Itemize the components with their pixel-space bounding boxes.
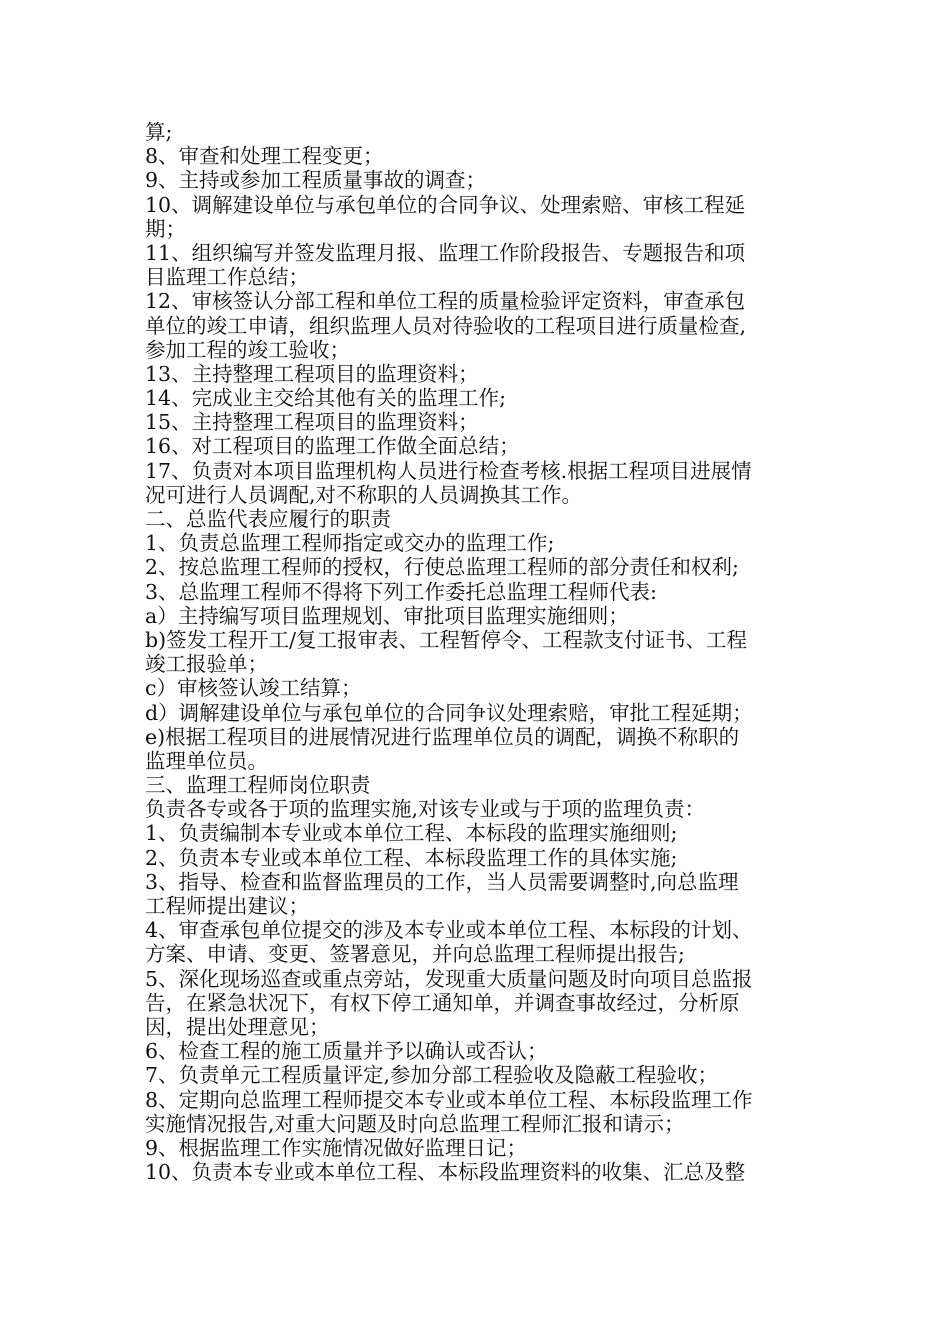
document-body — [145, 120, 810, 1184]
text-line: 11、组织编写并签发监理月报、监理工作阶段报告、专题报告和项 — [145, 240, 746, 265]
text-line: 单位的竣工申请，组织监理人员对待验收的工程项目进行质量检查, — [145, 313, 747, 338]
text-line: 负责各专或各于项的监理实施,对该专业或与于项的监理负责： — [145, 797, 706, 822]
text-line: 16、对工程项目的监理工作做全面总结； — [145, 434, 520, 459]
text-line: 7、负责单元工程质量评定,参加分部工程验收及隐蔽工程验收； — [145, 1063, 719, 1088]
text-line: 告，在紧急状况下，有权下停工通知单，并调查事故经过，分析原 — [145, 990, 740, 1015]
text-line: 2、负责本专业或本单位工程、本标段监理工作的具体实施; — [145, 845, 678, 870]
text-line: b)签发工程开工/复工报审表、工程暂停令、工程款支付证书、工程 — [145, 627, 748, 652]
section-heading: 二、总监代表应履行的职责 — [145, 507, 391, 531]
text-line: 4、审查承包单位提交的涉及本专业或本单位工程、本标段的计划、 — [145, 918, 753, 943]
text-line: 因，提出处理意见； — [145, 1014, 330, 1039]
text-line: 目监理工作总结； — [145, 265, 309, 290]
text-line: a）主持编写项目监理规划、审批项目监理实施细则； — [145, 603, 629, 628]
text-line: 10、负责本专业或本单位工程、本标段监理资料的收集、汇总及整 — [145, 1160, 746, 1185]
text-line: 3、指导、检查和监督监理员的工作，当人员需要调整时,向总监理 — [145, 869, 739, 894]
text-line: 14、完成业主交给其他有关的监理工作; — [145, 386, 506, 411]
text-line: 3、总监理工程师不得将下列工作委托总监理工程师代表: — [145, 579, 657, 604]
text-line: c）审核签认竣工结算； — [145, 676, 362, 701]
text-line: 竣工报验单； — [145, 652, 268, 677]
section-heading: 三、监理工程师岗位职责 — [145, 773, 371, 798]
text-line: 1、负责编制本专业或本单位工程、本标段的监理实施细则; — [145, 821, 678, 846]
text-line: 9、主持或参加工程质量事故的调查； — [145, 168, 487, 193]
text-line: 6、检查工程的施工质量并予以确认或否认； — [145, 1039, 548, 1064]
text-line: e)根据工程项目的进展情况进行监理单位员的调配，调换不称职的 — [145, 724, 740, 749]
text-line: 期； — [145, 216, 186, 241]
text-line: 实施情况报告,对重大问题及时向总监理工程师汇报和请示； — [145, 1111, 685, 1136]
text-line: 12、审核签认分部工程和单位工程的质量检验评定资料，审查承包 — [145, 289, 746, 314]
text-line: 方案、申请、变更、签署意见，并向总监理工程师提出报告; — [145, 942, 685, 967]
text-line: 况可进行人员调配,对不称职的人员调换其工作。 — [145, 482, 583, 507]
text-line: 13、主持整理工程项目的监理资料； — [145, 361, 479, 386]
text-line: 算; — [145, 120, 173, 144]
text-line: 5、深化现场巡查或重点旁站，发现重大质量问题及时向项目总监报 — [145, 966, 753, 991]
text-line: 8、审查和处理工程变更； — [145, 144, 384, 169]
text-line: 9、根据监理工作实施情况做好监理日记； — [145, 1135, 528, 1160]
text-line: 1、负责总监理工程师指定或交办的监理工作; — [145, 531, 555, 556]
text-line: 参加工程的竣工验收； — [145, 337, 350, 362]
text-line: 2、按总监理工程师的授权，行使总监理工程师的部分责任和权利; — [145, 555, 739, 580]
text-line: 10、调解建设单位与承包单位的合同争议、处理索赔、审核工程延 — [145, 192, 746, 217]
text-line: 工程师提出建议； — [145, 894, 309, 918]
text-line: 15、主持整理工程项目的监理资料； — [145, 410, 479, 435]
text-line: 监理单位员。 — [145, 748, 268, 773]
text-line: 17、负责对本项目监理机构人员进行检查考核.根据工程项目进展情 — [145, 458, 752, 483]
text-line: d）调解建设单位与承包单位的合同争议处理索赔，审批工程延期； — [145, 700, 753, 725]
text-line: 8、定期向总监理工程师提交本专业或本单位工程、本标段监理工作 — [145, 1087, 753, 1112]
